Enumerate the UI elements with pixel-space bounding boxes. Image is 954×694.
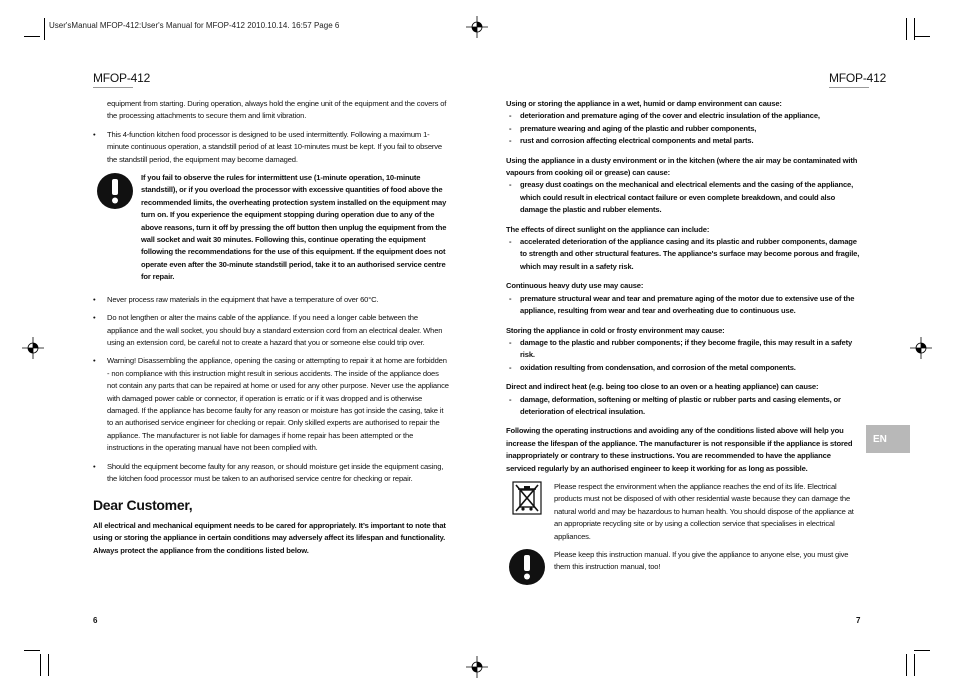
- section-title: Using or storing the appliance in a wet, humid or damp environment can cause:: [506, 99, 782, 108]
- dear-customer-heading: Dear Customer,: [93, 497, 193, 514]
- keep-manual-notice: [506, 549, 860, 589]
- crop-mark: [40, 654, 41, 676]
- bullet-item: • Warning! Disassembling the appliance, opening the casing or attempting to repair it at home are forbidden - non compliance with this instruction might result in serious accidents. The inside of the appliance does not contain any parts that can be repaired at home or used for any other purpose. Never use the appliance with damaged power cable or connector, if operation is erratic or if it was dropped and is otherwise damaged. If the appliance has become faulty for any reason or moisture has got inside the casing, take it to an authorised service engineer for checking or repair. Only skilled experts are authorised to repair the appliance. The manufacturer is not liable for damages if home repair has been attempted or the instructions in the operating manual have not been complied with.: [93, 355, 449, 454]
- environment-text: Please respect the environment when the appliance reaches the end of its life. Electrical products must not be disposed of with other residential waste because they can damage the natural world and may be hazardous to human health. You should dispose of the appliance at an appropriate recycling site or by using a collection service that specialises in electrical appliances.: [554, 481, 854, 541]
- crop-mark: [914, 650, 930, 651]
- list-item: - greasy dust coatings on the mechanical and electrical elements and the casing of the appliance, which could result in electrical contact failure or even complete breakdown, and could also damage the plastic and rubber elements.: [506, 179, 860, 216]
- crop-mark: [24, 650, 40, 651]
- print-slug: User'sManual MFOP-412:User's Manual for MFOP-412 2010.10.14. 16:57 Page 6: [49, 21, 340, 30]
- crop-mark: [914, 36, 930, 37]
- left-column: [93, 98, 449, 557]
- left-model-header: MFOP-412: [93, 71, 151, 85]
- keep-manual-text: Please keep this instruction manual. If you give the appliance to anyone else, you must give them this instruction manual, too!: [554, 550, 849, 572]
- list-item: - oxidation resulting from condensation, and corrosion of the metal components.: [506, 362, 860, 374]
- list-item: - accelerated deterioration of the appliance casing and its plastic and rubber components, damage to strength and other structural features. The appliance's surface may become porous and fragile, which may result in a safety risk.: [506, 236, 860, 273]
- list-item: - damage, deformation, softening or melting of plastic or rubber parts and casing elements, or deterioration of electrical insulation.: [506, 394, 860, 419]
- exclamation-icon: [509, 549, 545, 585]
- warning-text: If you fail to observe the rules for intermittent use (1-minute operation, 10-minute standstill), or if you overload the processor with excessive quantities of food above the recommended limits, the overheating protection system installed on the equipment may turn on. If you experience the equipment stopping during operation due to any of the above reasons, turn it off by pressing the off button then unplug the equipment from the wall socket and wait 30 minutes. Following this, continue operating the equipment following the recommendations for the use of this equipment. If the equipment does not operate even after the 30-minute standstill period, take it to an authorised service centre for repair.: [141, 173, 447, 282]
- list-item: - premature wearing and aging of the plastic and rubber components,: [506, 123, 860, 135]
- crop-mark: [906, 18, 907, 40]
- left-page-number: 6: [93, 616, 98, 625]
- exclamation-icon: [97, 173, 133, 209]
- left-header-rule: [93, 87, 133, 88]
- registration-mark-icon: [466, 16, 488, 38]
- crop-mark: [914, 654, 915, 676]
- right-page-number: 7: [856, 616, 861, 625]
- closing-text: All electrical and mechanical equipment needs to be cared for appropriately. It’s important to note that using or storing the appliance in certain conditions may adversely affect its lifespan and functionality. Always protect the appliance from the conditions listed below.: [93, 520, 446, 555]
- crop-mark: [48, 654, 49, 676]
- environment-notice: [506, 481, 860, 543]
- warning-block: [93, 172, 449, 284]
- list-item: - damage to the plastic and rubber components; if they become fragile, this may result in a safety risk.: [506, 337, 860, 362]
- list-item: - premature structural wear and tear and premature aging of the motor due to extensive use of the appliance, resulting from wear and tear and overheating due to continuous use.: [506, 293, 860, 318]
- section-title: Using the appliance in a dusty environment or in the kitchen (where the air may be contaminated with vapours from cooking oil or grease) can cause:: [506, 155, 858, 178]
- right-column: [506, 98, 860, 589]
- crop-mark: [24, 36, 40, 37]
- section-title: Direct and indirect heat (e.g. being too close to an oven or a heating appliance) can cause:: [506, 382, 819, 392]
- list-item: - rust and corrosion affecting electrical components and metal parts.: [506, 135, 860, 147]
- list-item: - deterioration and premature aging of the cover and electric insulation of the appliance,: [506, 110, 860, 122]
- right-header-rule: [829, 87, 869, 88]
- bullet-intermittent: • This 4-function kitchen food processor is designed to be used intermittently. Following a maximum 1-minute continuous operation, a standstill period of at least 10-minutes must be kept. If you fail to observe the standstill period, the equipment may become damaged.: [93, 129, 449, 166]
- summary-text: Following the operating instructions and avoiding any of the conditions listed above will help you increase the lifespan of the appliance. The manufacturer is not responsible if the appliance is stored inappropriately or contrary to these instructions. You are recommended to have the appliance serviced regularly by an authorised engineer to keep it working for as long as possible.: [506, 426, 853, 473]
- crop-mark: [906, 654, 907, 676]
- registration-mark-icon: [910, 337, 932, 359]
- bullet-item: • Should the equipment become faulty for any reason, or should moisture get inside the equipment casing, the kitchen food processor must be taken to an authorised service centre for checking or repair.: [93, 461, 449, 486]
- registration-mark-icon: [466, 656, 488, 678]
- language-tab: EN: [866, 425, 910, 453]
- crop-mark: [44, 18, 45, 40]
- section-title: The effects of direct sunlight on the appliance can include:: [506, 224, 710, 234]
- section-title: Storing the appliance in cold or frosty environment may cause:: [506, 325, 725, 335]
- bullet-item: • Do not lengthen or alter the mains cable of the appliance. If you need a longer cable between the appliance and the wall socket, you should buy a standard extension cord from an electrical dealer. When using an extension cord, be careful not to create a hazard that you or someone else could trip over.: [93, 312, 449, 349]
- crossed-bin-icon: [512, 481, 542, 515]
- registration-mark-icon: [22, 337, 44, 359]
- right-model-header: MFOP-412: [829, 71, 887, 85]
- bullet-item: • Never process raw materials in the equipment that have a temperature of over 60°C.: [93, 294, 449, 306]
- intro-text: equipment from starting. During operation, always hold the engine unit of the equipment and the covers of the processing attachments to secure them and limit vibration.: [107, 99, 447, 121]
- section-title: Continuous heavy duty use may cause:: [506, 281, 644, 291]
